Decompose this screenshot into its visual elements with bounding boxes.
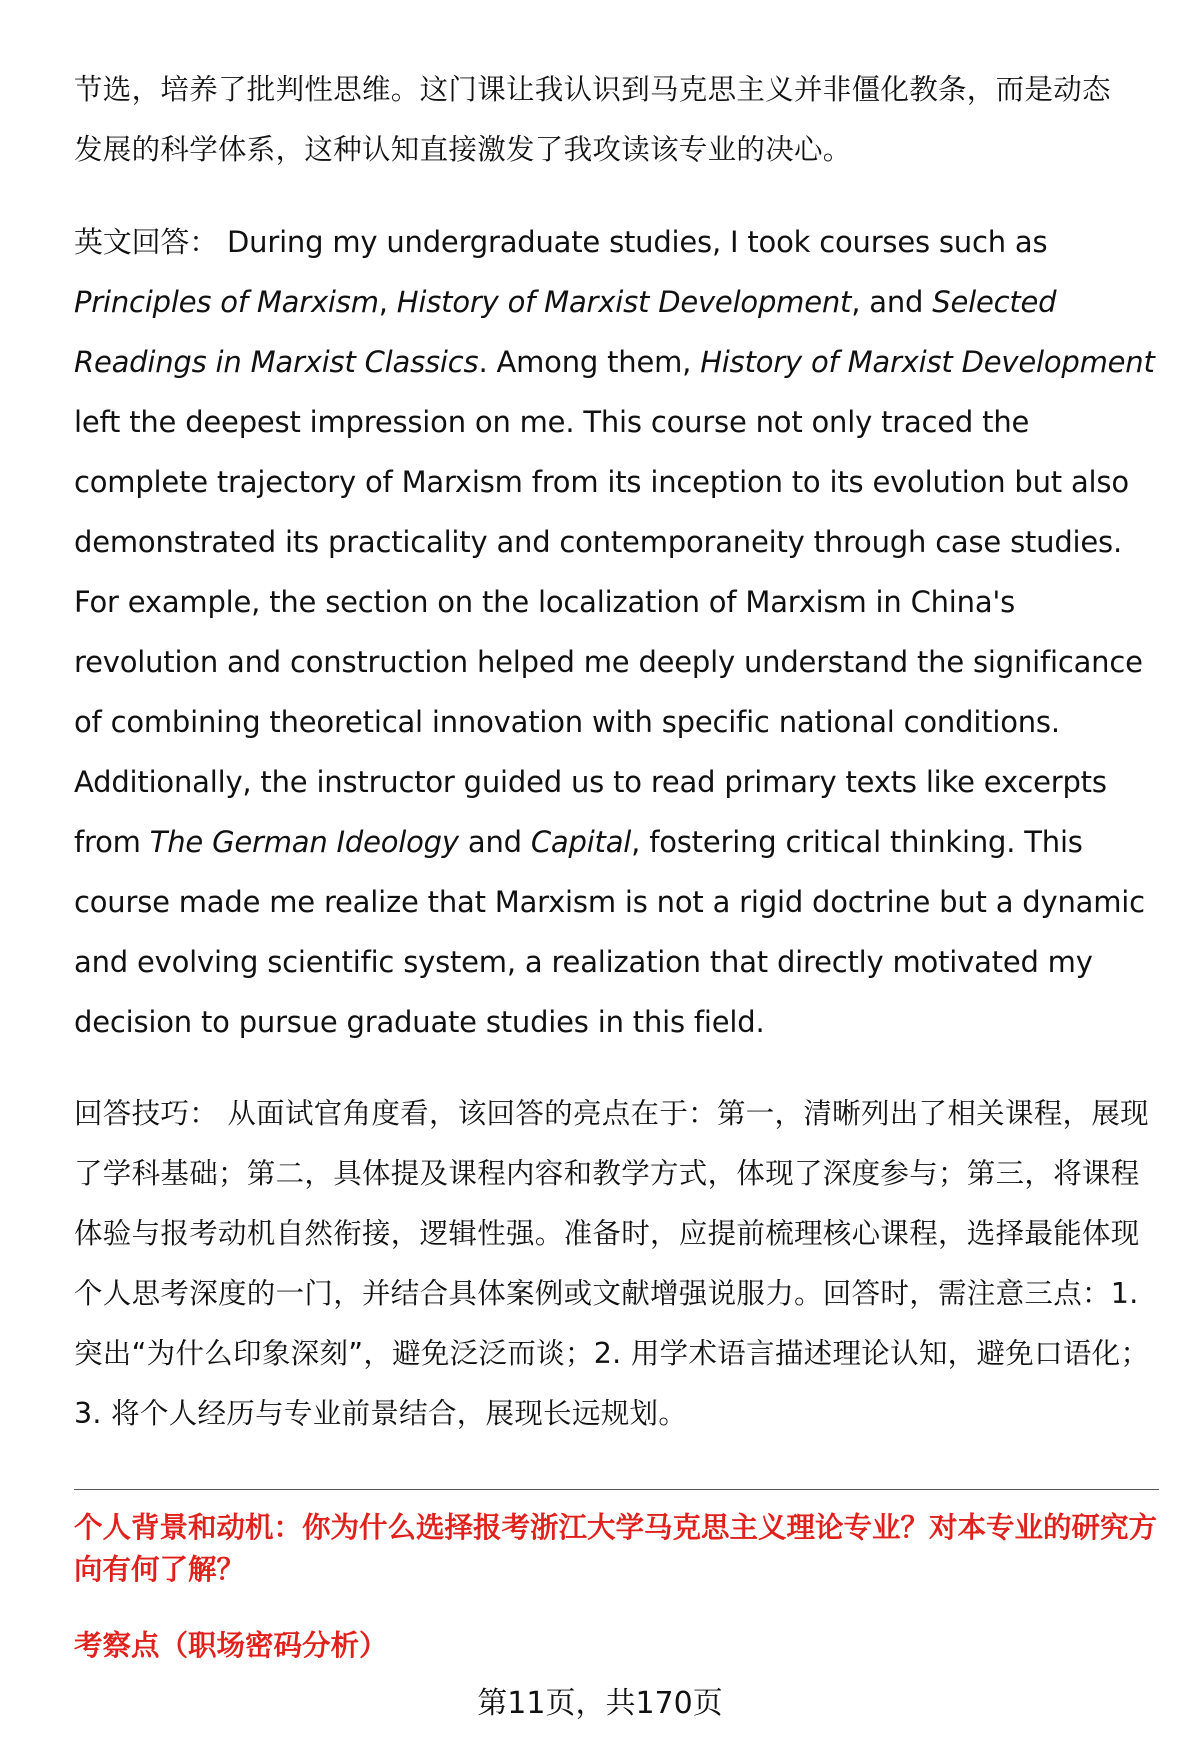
text-run: During my undergraduate studies, I took courses such as xyxy=(218,225,1048,259)
text-run: , xyxy=(378,285,397,319)
book-title: The German Ideology xyxy=(149,825,459,859)
text-run: . Among them, xyxy=(478,345,701,379)
text-run: , and xyxy=(851,285,933,319)
paragraph-line: 发展的科学体系，这种认知直接激发了我攻读该专业的决心。 xyxy=(74,133,852,166)
course-title: History of Marxist Development xyxy=(396,285,852,319)
course-title: History of Marxist Development xyxy=(700,345,1155,379)
text-run: , fostering critical thinking. This course made me realize that Marxism is not a rigid doctrine but a dynamic and evolving scientific system, a realization that directly motivated my decision to pursue graduate studies in this field. xyxy=(74,825,1145,1039)
section-subheading: 考察点（职场密码分析） xyxy=(74,1629,388,1662)
course-title: Selected Readings in Marxist Classics xyxy=(74,285,1057,379)
answer-tips: 回答技巧： 从面试官角度看，该回答的亮点在于：第一，清晰列出了相关课程，展现了学科基础；第二，具体提及课程内容和教学方式，体现了深度参与；第三，将课程体验与报考动机自然衔接，逻辑性强。准备时，应提前梳理核心课程，选择最能体现个人思考深度的一门，并结合具体案例或文献增强说服力。回答时，需注意三点：1. 突出“为什么印象深刻”，避免泛泛而谈；2. 用学术语言描述理论认知，避免口语化；3. 将个人经历与专业前景结合，展现长远规划。 xyxy=(74,1097,1150,1430)
course-title: Principles of Marxism xyxy=(74,285,379,319)
text-run: left the deepest impression on me. This course not only traced the complete trajectory of Marxism from its inception to its evolution but also demonstrated its practicality and contemporaneity through case studies. For example, the section on the localization of Marxism in China's revolution and construction helped me deeply understand the significance of combining theoretical innovation with specific national conditions. Additionally, the instructor guided us to read primary texts like excerpts from xyxy=(74,405,1143,859)
page-number: 第11页，共170页 xyxy=(477,1686,723,1721)
english-answer-label: 英文回答： xyxy=(74,225,219,259)
divider xyxy=(74,1489,1159,1490)
paragraph-line: 节选，培养了批判性思维。这门课让我认识到马克思主义并非僵化教条，而是动态 xyxy=(74,73,1111,106)
question-heading: 个人背景和动机：你为什么选择报考浙江大学马克思主义理论专业？对本专业的研究方向有何了解？ xyxy=(74,1511,1158,1586)
paragraph-continuation xyxy=(74,60,1159,180)
book-title: Capital xyxy=(530,825,632,859)
english-answer xyxy=(74,212,1159,1052)
text-run: and xyxy=(458,825,531,859)
document-body xyxy=(74,60,1159,1444)
